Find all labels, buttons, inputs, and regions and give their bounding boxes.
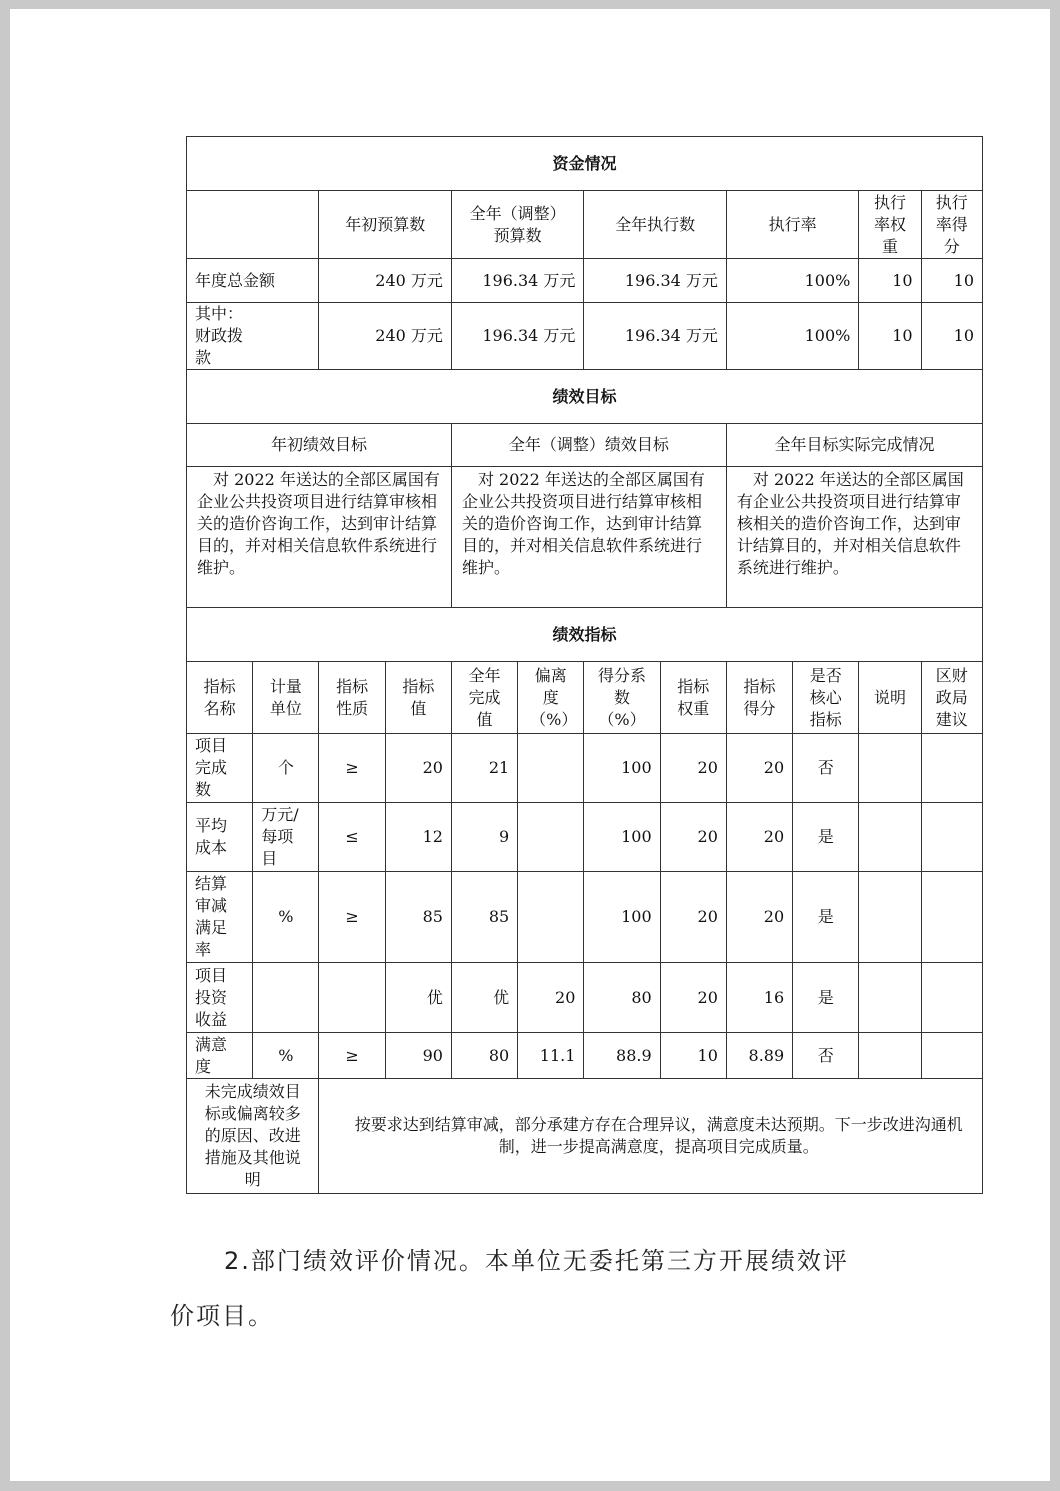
paragraph-line-2: 价项目。 — [170, 1302, 274, 1330]
ind-value: 90 — [385, 1033, 451, 1079]
table-row — [187, 872, 983, 963]
ind-note — [859, 803, 921, 872]
funds-header-rate-score: 执行率得分 — [921, 191, 982, 259]
goals-header-adjusted: 全年（调整）绩效目标 — [451, 424, 726, 467]
ind-value: 20 — [385, 734, 451, 803]
goal-text-initial: 对 2022 年送达的全部区属国有企业公共投资项目进行结算审核相关的造价咨询工作，达到审计结算目的，并对相关信息软件系统进行维护。 — [187, 467, 452, 608]
ind-score-coef: 80 — [584, 963, 660, 1033]
note-text: 按要求达到结算审减，部分承建方存在合理异议，满意度未达预期。下一步改进沟通机制，进一步提高满意度，提高项目完成质量。 — [319, 1079, 983, 1194]
ind-advice — [921, 803, 982, 872]
ind-core: 否 — [793, 1033, 859, 1079]
ind-unit: % — [253, 872, 319, 963]
note-row — [187, 1079, 983, 1194]
ind-nature: ≥ — [319, 872, 385, 963]
ind-nature: ≥ — [319, 734, 385, 803]
ind-score-coef: 100 — [584, 734, 660, 803]
funds-row-label: 其中：财政拨款 — [187, 303, 319, 370]
ind-header-name: 指标名称 — [187, 662, 253, 734]
funds-header-executed: 全年执行数 — [584, 191, 727, 259]
goals-header-initial: 年初绩效目标 — [187, 424, 452, 467]
note-label: 未完成绩效目标或偏离较多的原因、改进措施及其他说明 — [187, 1079, 319, 1194]
ind-header-advice: 区财政局建议 — [921, 662, 982, 734]
ind-score-coef: 100 — [584, 872, 660, 963]
funds-executed: 196.34 万元 — [584, 303, 727, 370]
funds-row-total — [187, 259, 983, 303]
funds-initial-budget: 240 万元 — [319, 303, 451, 370]
ind-name: 满意度 — [187, 1033, 253, 1079]
funds-initial-budget: 240 万元 — [319, 259, 451, 303]
ind-note — [859, 872, 921, 963]
ind-weight: 20 — [660, 963, 726, 1033]
document-page — [10, 9, 1050, 1481]
ind-advice — [921, 734, 982, 803]
ind-name: 结算审减满足率 — [187, 872, 253, 963]
ind-advice — [921, 872, 982, 963]
ind-header-weight: 指标权重 — [660, 662, 726, 734]
ind-deviation: 11.1 — [518, 1033, 584, 1079]
ind-score: 20 — [726, 734, 792, 803]
ind-header-completed: 全年完成值 — [451, 662, 517, 734]
indicators-header-row — [187, 662, 983, 734]
ind-score: 16 — [726, 963, 792, 1033]
ind-core: 否 — [793, 734, 859, 803]
ind-header-score-coef: 得分系数（%） — [584, 662, 660, 734]
ind-completed: 21 — [451, 734, 517, 803]
funds-exec-rate: 100% — [726, 303, 858, 370]
ind-note — [859, 1033, 921, 1079]
funds-row-fiscal — [187, 303, 983, 370]
ind-weight: 20 — [660, 803, 726, 872]
funds-row-label: 年度总金额 — [187, 259, 319, 303]
ind-weight: 20 — [660, 872, 726, 963]
table-row — [187, 734, 983, 803]
table-row — [187, 803, 983, 872]
paragraph-text-1: 部门绩效评价情况。本单位无委托第三方开展绩效评 — [250, 1247, 849, 1275]
funds-adjusted-budget: 196.34 万元 — [451, 303, 583, 370]
funds-executed: 196.34 万元 — [584, 259, 727, 303]
ind-completed: 优 — [451, 963, 517, 1033]
ind-header-value: 指标值 — [385, 662, 451, 734]
funds-rate-score: 10 — [921, 259, 982, 303]
funds-header-blank — [187, 191, 319, 259]
ind-header-nature: 指标性质 — [319, 662, 385, 734]
ind-score: 8.89 — [726, 1033, 792, 1079]
ind-value: 85 — [385, 872, 451, 963]
funds-exec-rate: 100% — [726, 259, 858, 303]
ind-name: 平均成本 — [187, 803, 253, 872]
ind-score: 20 — [726, 872, 792, 963]
performance-table — [186, 136, 983, 1194]
paragraph-line-1 — [170, 1234, 910, 1289]
ind-header-deviation: 偏离度（%） — [518, 662, 584, 734]
ind-deviation — [518, 872, 584, 963]
ind-deviation: 20 — [518, 963, 584, 1033]
indicators-section-title: 绩效指标 — [187, 608, 983, 662]
ind-advice — [921, 963, 982, 1033]
ind-core: 是 — [793, 872, 859, 963]
ind-completed: 85 — [451, 872, 517, 963]
goal-text-actual: 对 2022 年送达的全部区属国有企业公共投资项目进行结算审核相关的造价咨询工作，达到审计结算目的，并对相关信息软件系统进行维护。 — [726, 467, 982, 608]
ind-score-coef: 100 — [584, 803, 660, 872]
table-row — [187, 1033, 983, 1079]
ind-header-score: 指标得分 — [726, 662, 792, 734]
ind-score-coef: 88.9 — [584, 1033, 660, 1079]
funds-rate-score: 10 — [921, 303, 982, 370]
funds-adjusted-budget: 196.34 万元 — [451, 259, 583, 303]
ind-value: 12 — [385, 803, 451, 872]
ind-nature: ≤ — [319, 803, 385, 872]
funds-header-adjusted-budget: 全年（调整）预算数 — [451, 191, 583, 259]
ind-nature — [319, 963, 385, 1033]
ind-advice — [921, 1033, 982, 1079]
ind-header-note: 说明 — [859, 662, 921, 734]
ind-unit: % — [253, 1033, 319, 1079]
ind-unit: 万元/每项目 — [253, 803, 319, 872]
ind-unit: 个 — [253, 734, 319, 803]
ind-unit — [253, 963, 319, 1033]
goals-header-actual: 全年目标实际完成情况 — [726, 424, 982, 467]
funds-section-title: 资金情况 — [187, 137, 983, 191]
funds-header-rate-weight: 执行率权重 — [859, 191, 921, 259]
ind-score: 20 — [726, 803, 792, 872]
goal-text-adjusted: 对 2022 年送达的全部区属国有企业公共投资项目进行结算审核相关的造价咨询工作，达到审计结算目的，并对相关信息软件系统进行维护。 — [451, 467, 726, 608]
goals-section-title: 绩效目标 — [187, 370, 983, 424]
ind-value: 优 — [385, 963, 451, 1033]
ind-completed: 80 — [451, 1033, 517, 1079]
ind-core: 是 — [793, 963, 859, 1033]
ind-header-core: 是否核心指标 — [793, 662, 859, 734]
funds-rate-weight: 10 — [859, 303, 921, 370]
funds-header-initial-budget: 年初预算数 — [319, 191, 451, 259]
ind-deviation — [518, 734, 584, 803]
funds-header-exec-rate: 执行率 — [726, 191, 858, 259]
paragraph-number: 2. — [224, 1247, 251, 1275]
ind-weight: 10 — [660, 1033, 726, 1079]
ind-weight: 20 — [660, 734, 726, 803]
ind-note — [859, 963, 921, 1033]
ind-name: 项目完成数 — [187, 734, 253, 803]
ind-deviation — [518, 803, 584, 872]
ind-completed: 9 — [451, 803, 517, 872]
ind-header-unit: 计量单位 — [253, 662, 319, 734]
ind-core: 是 — [793, 803, 859, 872]
ind-name: 项目投资收益 — [187, 963, 253, 1033]
funds-rate-weight: 10 — [859, 259, 921, 303]
table-row — [187, 963, 983, 1033]
ind-note — [859, 734, 921, 803]
ind-nature: ≥ — [319, 1033, 385, 1079]
